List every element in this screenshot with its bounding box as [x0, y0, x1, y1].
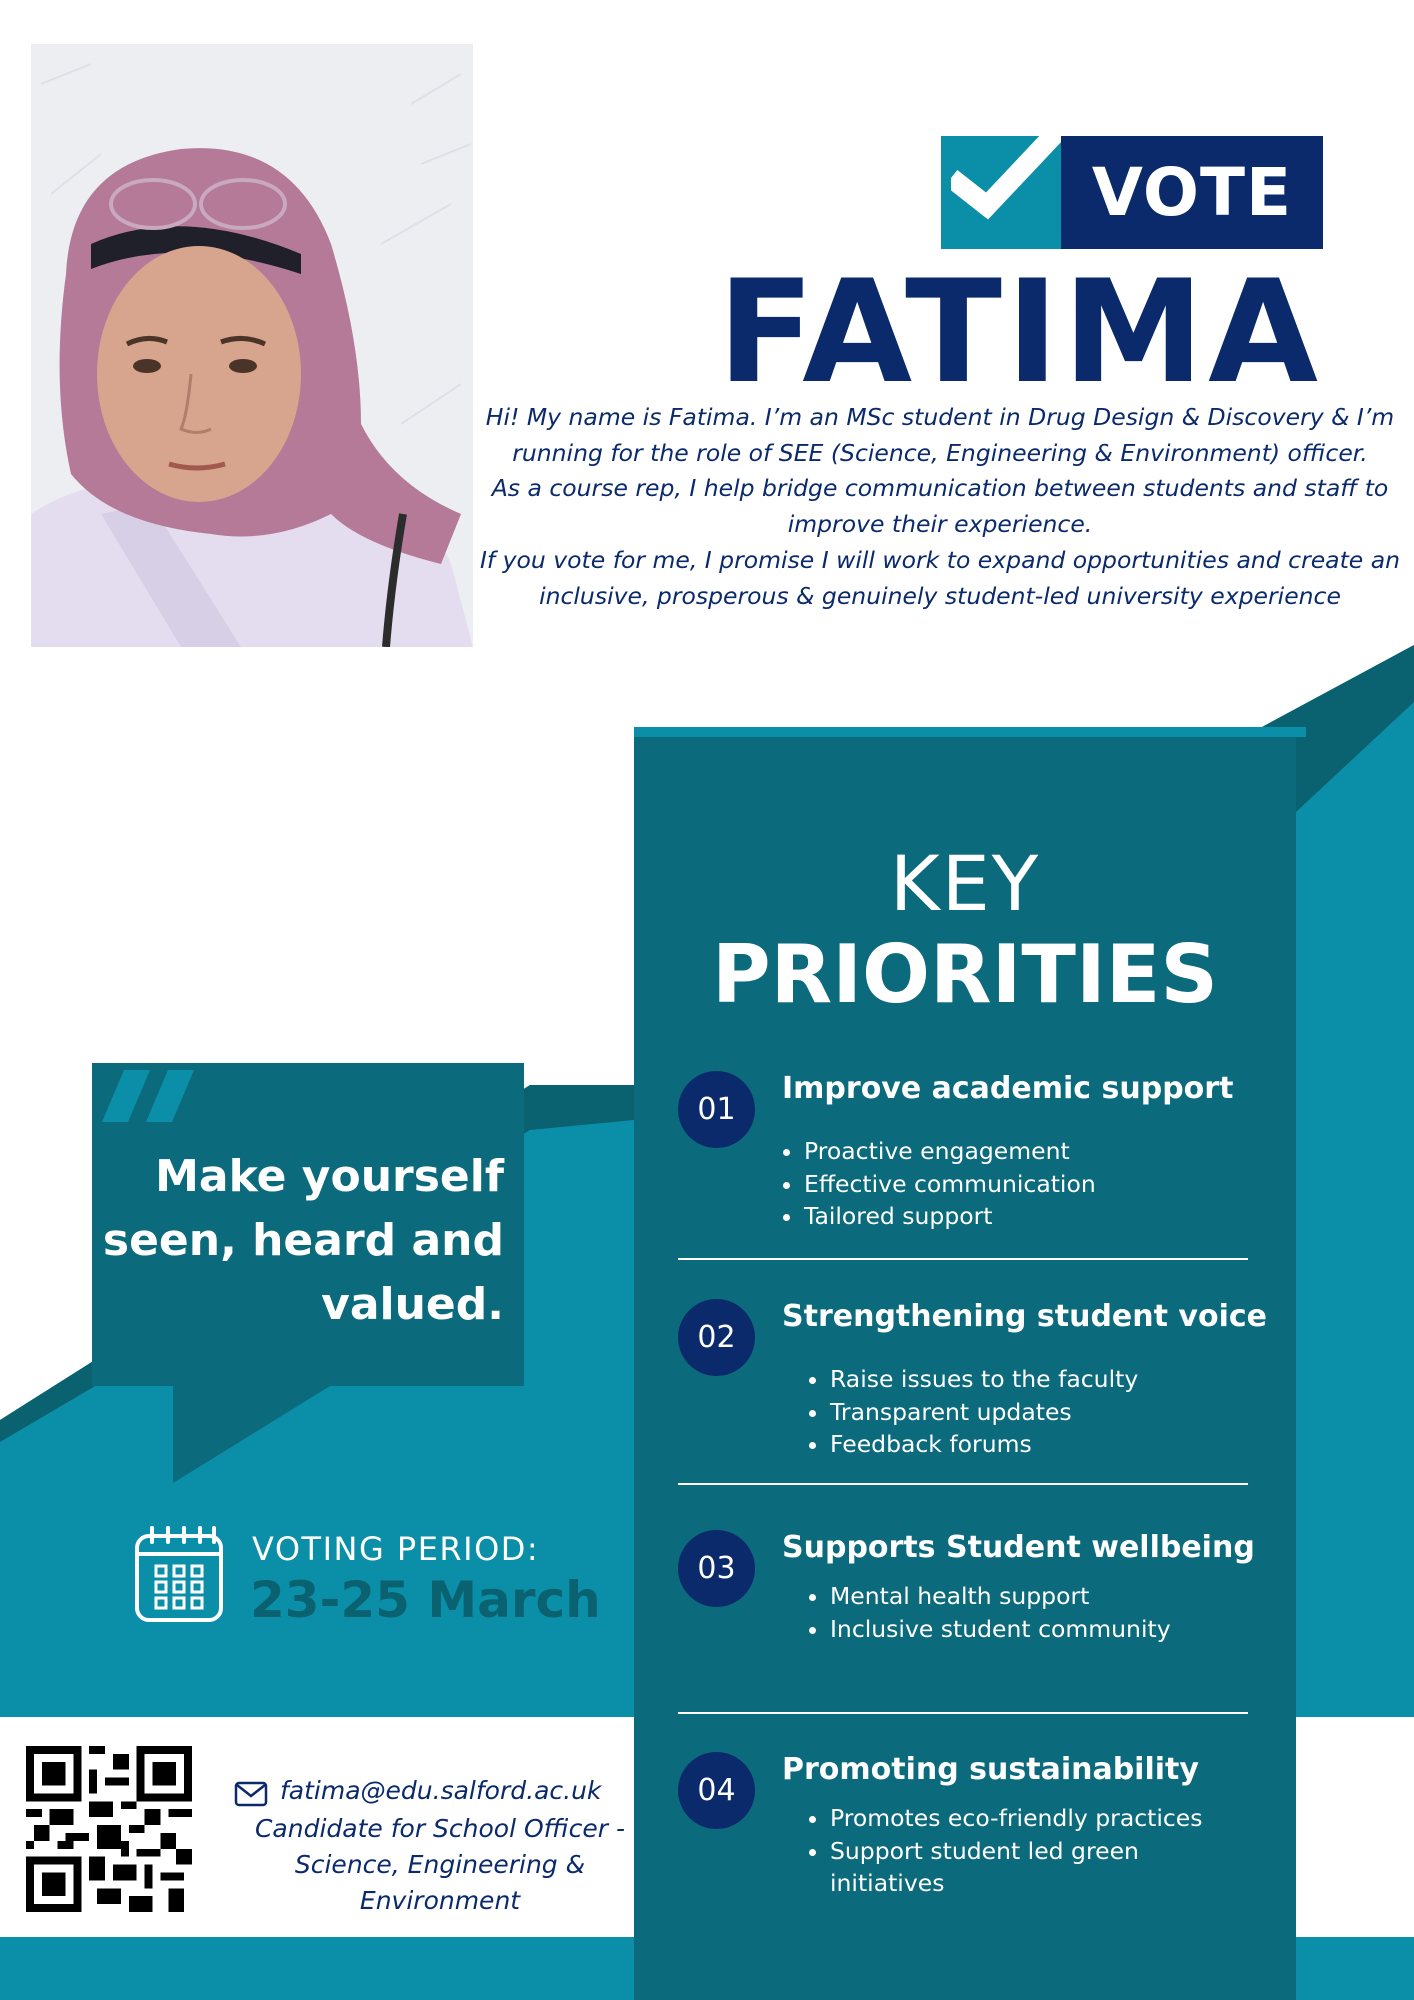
role-line: Science, Engineering & [294, 1850, 586, 1879]
priority-title: Improve academic support [782, 1071, 1234, 1106]
intro-text [470, 400, 1410, 614]
priority-point: • Tailored support [804, 1200, 1096, 1233]
divider [678, 1712, 1248, 1714]
intro-paragraph: If you vote for me, I promise I will work to expand opportunities and create an inclusive, prosperous & genuinely student-led university experience [479, 545, 1401, 610]
candidate-name: FATIMA [717, 250, 1322, 415]
key-priorities-heading: PRIORITIES [712, 928, 1218, 1021]
priority-title: Promoting sustainability [782, 1752, 1199, 1787]
mail-icon [234, 1781, 268, 1807]
priority-point: • Support student led green initiatives [830, 1835, 1248, 1900]
priority-points [808, 1802, 1248, 1900]
slogan-line: Make yourself [155, 1151, 504, 1202]
priority-point: • Transparent updates [830, 1396, 1138, 1429]
candidate-role [240, 1811, 640, 1919]
priority-title: Strengthening student voice [782, 1299, 1267, 1334]
candidate-photo [31, 44, 473, 647]
priority-title: Supports Student wellbeing [782, 1530, 1255, 1565]
intro-paragraph: Hi! My name is Fatima. I’m an MSc student in Drug Design & Discovery & I’m running for the role of SEE (Science, Engineering & Environment) officer. [485, 403, 1395, 467]
priority-points [782, 1135, 1096, 1233]
priority-point: • Inclusive student community [830, 1613, 1171, 1646]
divider [678, 1483, 1248, 1485]
slogan-line: seen, heard and [102, 1215, 504, 1266]
vote-badge [941, 136, 1323, 249]
checkmark-box [941, 136, 1061, 249]
qr-code[interactable] [26, 1746, 192, 1912]
priority-number: 01 [678, 1071, 755, 1148]
calendar-icon [134, 1524, 224, 1624]
intro-paragraph: As a course rep, I help bridge communication between students and staff to improve their experience. [491, 474, 1389, 539]
contact-email[interactable]: fatima@edu.salford.ac.uk [280, 1776, 602, 1805]
divider [678, 1258, 1248, 1260]
quote-icon [102, 1070, 194, 1140]
voting-dates: 23-25 March [250, 1571, 601, 1629]
vote-label: VOTE [1061, 136, 1323, 249]
priority-points [808, 1363, 1138, 1461]
priority-point: • Promotes eco-friendly practices [830, 1802, 1248, 1835]
priority-points [808, 1580, 1171, 1645]
priority-number: 02 [678, 1299, 755, 1376]
slogan-quote [96, 1145, 504, 1337]
priority-point: • Mental health support [830, 1580, 1171, 1613]
checkmark-icon [951, 122, 1061, 232]
priority-point: • Feedback forums [830, 1428, 1138, 1461]
key-priorities-heading-key: KEY [889, 839, 1041, 928]
priority-point: • Effective communication [804, 1168, 1096, 1201]
priority-point: • Proactive engagement [804, 1135, 1096, 1168]
priority-number: 04 [678, 1752, 755, 1829]
voting-period-label: VOTING PERIOD: [252, 1530, 540, 1568]
priority-point: • Raise issues to the faculty [830, 1363, 1138, 1396]
slogan-line: valued. [321, 1279, 504, 1330]
priority-number: 03 [678, 1530, 755, 1607]
role-line: Environment [359, 1886, 521, 1915]
role-line: Candidate for School Officer - [254, 1814, 626, 1843]
